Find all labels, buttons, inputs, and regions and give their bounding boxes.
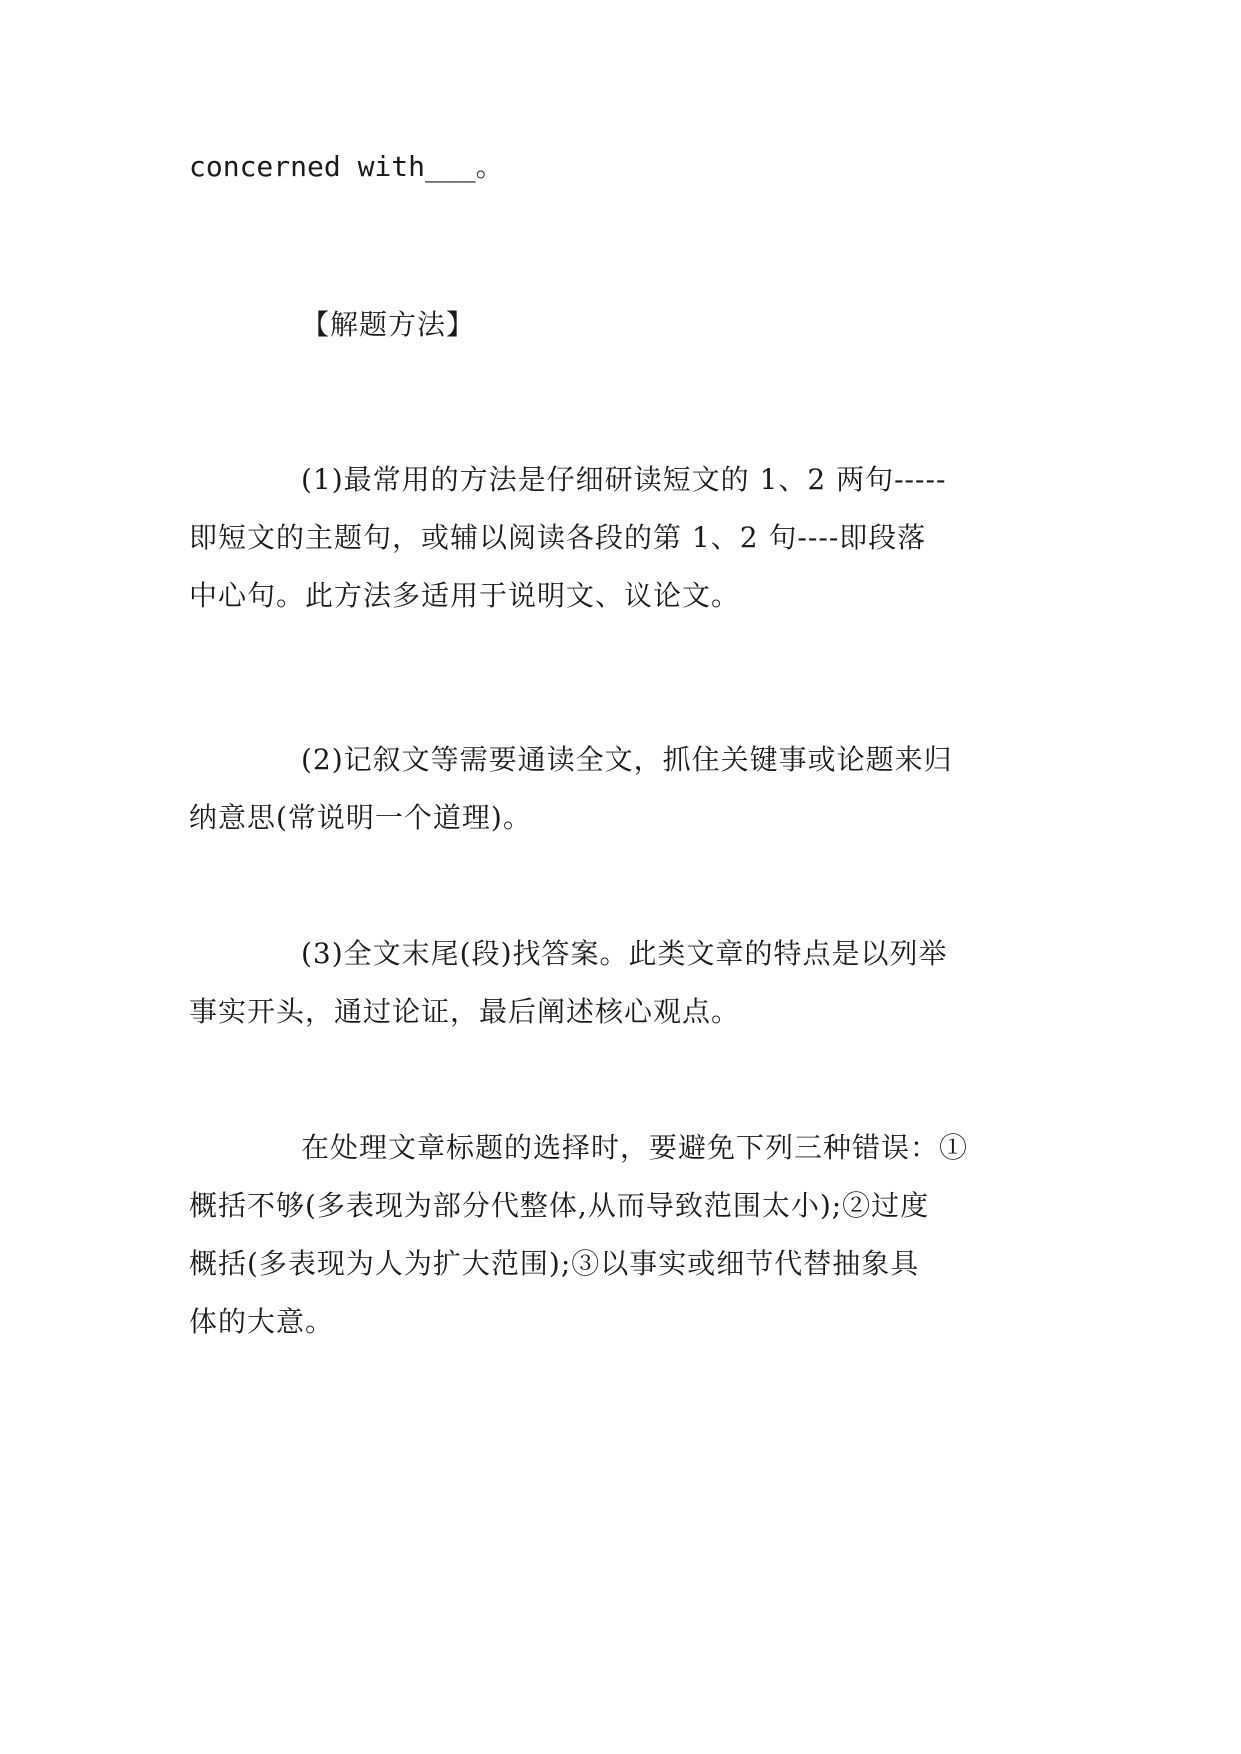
fragment-line <box>189 138 1059 196</box>
section-heading <box>301 296 1171 354</box>
fragment-text: concerned with___。 <box>189 150 504 183</box>
paragraph-4-line-2: 概括不够(多表现为部分代整体,从而导致范围太小);②过度 <box>189 1189 930 1222</box>
paragraph-1-line-1: (1)最常用的方法是仔细研读短文的 1、2 两句----- <box>301 463 947 496</box>
paragraph-2-line-2: 纳意思(常说明一个道理)。 <box>189 801 532 834</box>
section-heading-text: 【解题方法】 <box>301 308 476 341</box>
paragraph-3-line-1: (3)全文末尾(段)找答案。此类文章的特点是以列举 <box>301 937 948 970</box>
paragraph-4-line-4: 体的大意。 <box>189 1305 335 1338</box>
paragraph-1 <box>189 451 1059 625</box>
paragraph-4-line-3: 概括(多表现为人为扩大范围);③以事实或细节代替抽象具 <box>189 1247 920 1280</box>
paragraph-4 <box>189 1119 1059 1351</box>
paragraph-2-line-1: (2)记叙文等需要通读全文，抓住关键事或论题来归 <box>301 743 953 776</box>
paragraph-4-line-1: 在处理文章标题的选择时，要避免下列三种错误：① <box>301 1131 969 1164</box>
paragraph-3-line-2: 事实开头，通过论证，最后阐述核心观点。 <box>189 995 741 1028</box>
paragraph-1-line-3: 中心句。此方法多适用于说明文、议论文。 <box>189 579 741 612</box>
paragraph-3 <box>189 925 1059 1041</box>
paragraph-2 <box>189 731 1059 847</box>
paragraph-1-line-2: 即短文的主题句，或辅以阅读各段的第 1、2 句----即段落 <box>189 521 927 554</box>
